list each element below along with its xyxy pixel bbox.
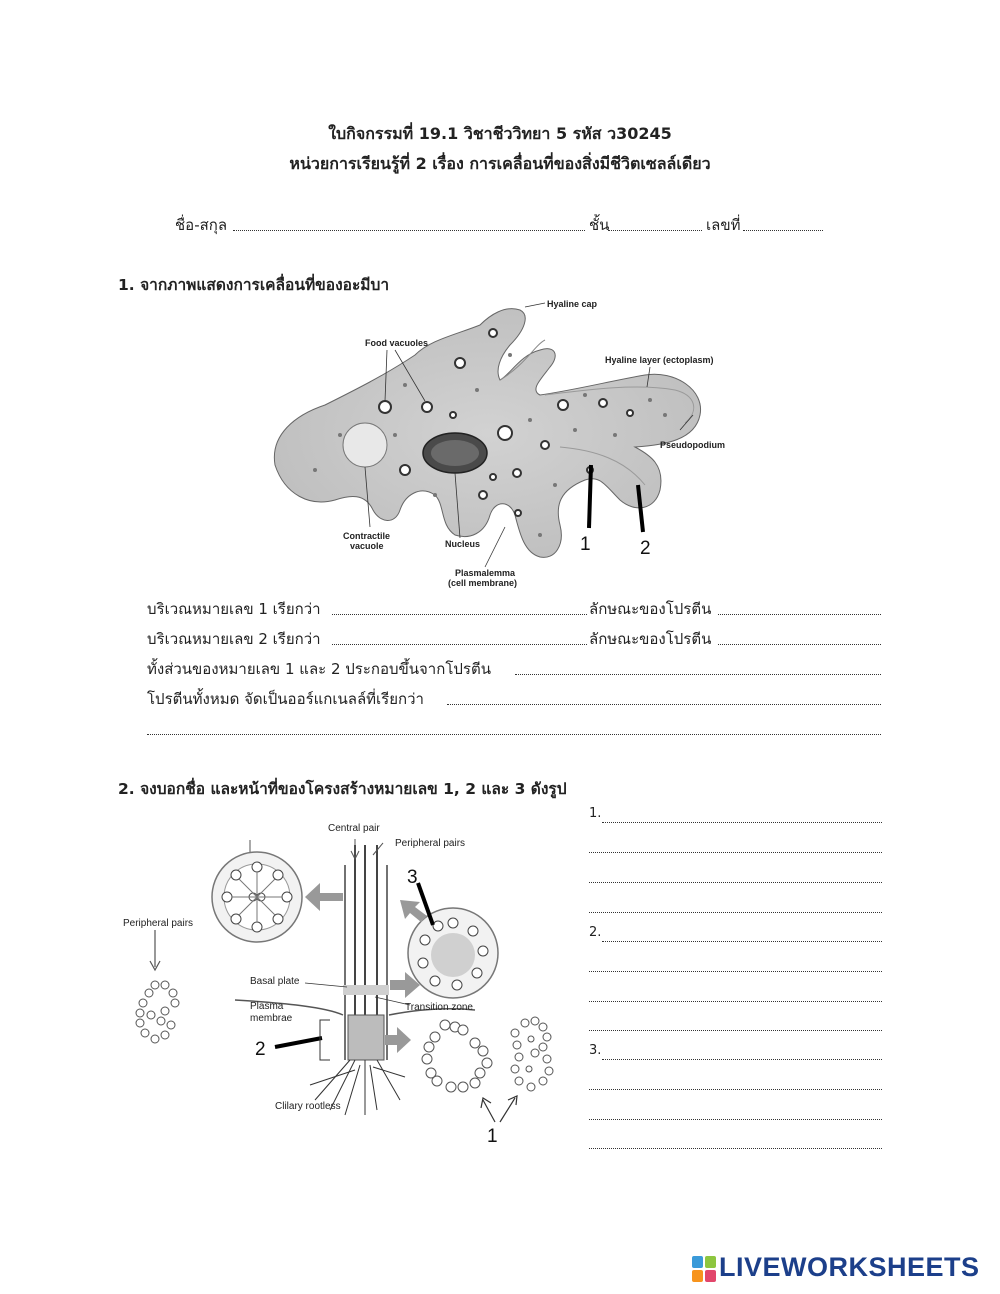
label-central-pair: Central pair — [328, 823, 380, 834]
name-label: ชื่อ-สกุล — [175, 216, 228, 234]
area-2-answer[interactable] — [332, 643, 587, 645]
area-2-label: บริเวณหมายเลข 2 เรียกว่า — [147, 630, 321, 648]
answer-1-line-3[interactable] — [589, 881, 882, 883]
answer-1-number: 1. — [589, 806, 602, 821]
answer-3-line-1[interactable] — [602, 1058, 882, 1060]
label-peripheral-pairs-left: Peripheral pairs — [123, 918, 194, 929]
answer-2-number: 2. — [589, 925, 602, 940]
answer-1-line-4[interactable] — [589, 911, 882, 913]
label-food-vacuoles: Food vacuoles — [365, 338, 429, 348]
cilium-marker-2: 2 — [255, 1039, 266, 1060]
area-1-answer[interactable] — [332, 613, 587, 615]
organelle-answer-line-2[interactable] — [147, 733, 881, 735]
liveworksheets-logo-icon — [692, 1256, 716, 1282]
answer-2-line-1[interactable] — [602, 940, 882, 942]
number-label: เลขที่ — [706, 216, 741, 234]
answer-3-number: 3. — [589, 1043, 602, 1058]
answer-1-line-1[interactable] — [602, 821, 882, 823]
label-plasmalemma: Plasmalemma — [455, 568, 516, 578]
class-label: ชั้น — [589, 216, 610, 234]
answer-2-line-4[interactable] — [589, 1029, 882, 1031]
answer-2-line-2[interactable] — [589, 970, 882, 972]
protein-2-answer[interactable] — [718, 643, 881, 645]
class-field[interactable] — [608, 229, 702, 231]
logo-square-v — [692, 1270, 703, 1282]
unit-title: หน่วยการเรียนรู้ที่ 2 เรื่อง การเคลื่อนที่ของสิ่งมีชีวิตเซลล์เดียว — [289, 154, 711, 173]
label-basal-plate: Basal plate — [250, 976, 300, 987]
logo-square-i — [705, 1256, 716, 1268]
label-peripheral-pairs-top: Peripheral pairs — [395, 838, 466, 849]
logo-square-l — [692, 1256, 703, 1268]
label-transition-zone: Transition zone — [405, 1002, 473, 1013]
worksheet-title: ใบกิจกรรมที่ 19.1 วิชาชีววิทยา 5 รหัส ว30245 — [328, 124, 672, 143]
label-membrae: membrae — [250, 1013, 293, 1024]
amoeba-marker-2: 2 — [640, 538, 651, 559]
name-field[interactable] — [233, 229, 585, 231]
cilium-marker-3: 3 — [407, 867, 418, 888]
label-ciliary-rootless: Clilary rootless — [275, 1101, 341, 1112]
label-hyaline-layer: Hyaline layer (ectoplasm) — [605, 355, 714, 365]
logo-square-e — [705, 1270, 716, 1282]
answer-3-line-4[interactable] — [589, 1147, 882, 1149]
organelle-answer[interactable] — [447, 703, 881, 705]
answer-3-line-3[interactable] — [589, 1118, 882, 1120]
organelle-label: โปรตีนทั้งหมด จัดเป็นออร์แกเนลล์ที่เรียกว่า — [147, 690, 424, 708]
answer-1-line-2[interactable] — [589, 851, 882, 853]
label-plasma: Plasma — [250, 1001, 284, 1012]
liveworksheets-brand[interactable]: LIVEWORKSHEETS — [719, 1252, 980, 1282]
answer-2-line-3[interactable] — [589, 1000, 882, 1002]
protein-2-label: ลักษณะของโปรตีน — [589, 630, 712, 648]
label-pseudopodium: Pseudopodium — [660, 440, 725, 450]
answer-3-line-2[interactable] — [589, 1088, 882, 1090]
cilium-marker-1: 1 — [487, 1126, 498, 1147]
label-hyaline-cap: Hyaline cap — [547, 299, 598, 309]
label-nucleus: Nucleus — [445, 539, 481, 549]
protein-1-answer[interactable] — [718, 613, 881, 615]
question-1-heading: 1. จากภาพแสดงการเคลื่อนที่ของอะมีบา — [118, 276, 390, 294]
amoeba-marker-1: 1 — [580, 534, 591, 555]
amoeba-figure — [255, 295, 735, 590]
label-cell-membrane: (cell membrane) — [448, 578, 518, 588]
label-contractile: Contractile — [343, 531, 391, 541]
cilium-figure — [115, 815, 570, 1150]
label-vacuole: vacuole — [350, 541, 384, 551]
number-field[interactable] — [743, 229, 823, 231]
area-1-label: บริเวณหมายเลข 1 เรียกว่า — [147, 600, 321, 618]
both-parts-label: ทั้งส่วนของหมายเลข 1 และ 2 ประกอบขึ้นจากโปรตีน — [147, 660, 491, 678]
protein-1-label: ลักษณะของโปรตีน — [589, 600, 712, 618]
question-2-heading: 2. จงบอกชื่อ และหน้าที่ของโครงสร้างหมายเลข 1, 2 และ 3 ดังรูป — [118, 780, 567, 798]
both-parts-answer[interactable] — [515, 673, 881, 675]
